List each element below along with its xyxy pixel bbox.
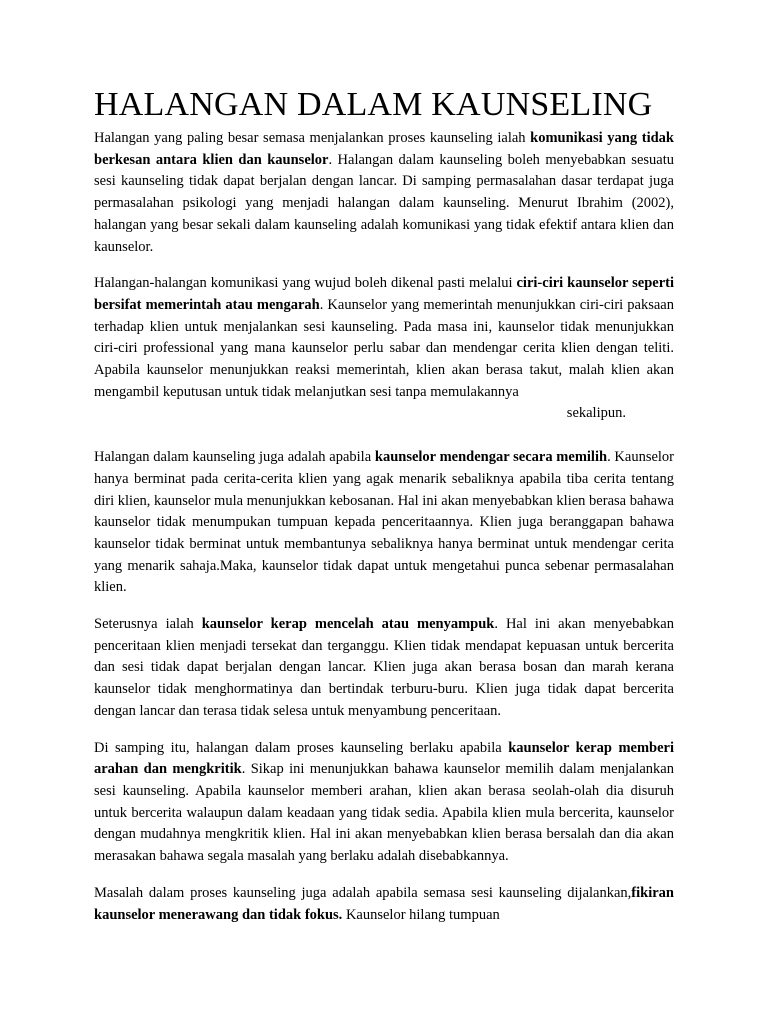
bold-phrase: komunikasi yang tidak berkesan antara klien dan kaunselor [94, 130, 674, 168]
bold-phrase: kaunselor kerap mencelah atau menyampuk [201, 616, 495, 633]
paragraph-text: . Sikap ini menunjukkan bahawa kaunselor memilih dalam menjalankan sesi kaunseling. Apabila kaunselor memberi arahan, klien akan berasa seolah-olah dia disuruh untuk bercerita walaupun dalam keadaan yang tidak sedia. Apabila klien mula bercerita, kaunselor dengan mudahnya mengkritik klien. Hal ini akan menyebabkan klien berasa bersalah dan dia akan merasakan bahawa segala masalah yang berlaku adalah disebabkannya. [94, 761, 674, 865]
paragraph-text: . Halangan dalam kaunseling boleh menyebabkan sesuatu sesi kaunseling tidak dapat berjalan dengan lancar. Di samping permasalahan dasar terdapat juga permasalahan psikologi yang menjadi halangan dalam kaunseling. Menurut Ibrahim (2002), halangan yang besar sekali dalam kaunseling adalah komunikasi yang tidak efektif antara klien dan kaunselor. [94, 151, 674, 255]
paragraph-text: Kaunselor hilang tumpuan [342, 906, 500, 923]
paragraph-text: Seterusnya ialah [94, 616, 202, 633]
document-body [94, 86, 674, 926]
paragraph-2 [94, 273, 674, 425]
paragraph-tail: sekalipun. [566, 405, 626, 422]
page-title: HALANGAN DALAM KAUNSELING [94, 86, 653, 123]
paragraph-text: Di samping itu, halangan dalam proses kaunseling berlaku apabila [94, 739, 509, 756]
paragraph-text: Masalah dalam proses kaunseling juga adalah apabila semasa sesi kaunseling dijalankan, [94, 884, 632, 901]
bold-phrase: ciri-ciri kaunselor seperti bersifat memerintah atau mengarah [94, 275, 675, 313]
bold-phrase: fikiran kaunselor menerawang dan tidak fokus. [94, 884, 674, 923]
paragraph-text: Halangan yang paling besar semasa menjalankan proses kaunseling ialah [94, 130, 531, 146]
bold-phrase: kaunselor kerap memberi arahan dan mengkritik [94, 739, 674, 778]
paragraph-text: . Kaunselor hanya berminat pada cerita-cerita klien yang agak menarik sebaliknya apabila tiba cerita tentang diri klien, kaunselor mula menunjukkan kebosanan. Hal ini akan menyebabkan klien berasa bahawa kaunselor tidak menumpukan tumpuan kepada penceritaannya. Klien juga beranggapan bahawa kaunselor tidak berminat untuk membantunya sebaliknya hanya berminat untuk mendengar cerita yang menarik sahaja.Maka, kaunselor tidak dapat untuk mengetahui punca sebenar permasalahan klien. [94, 449, 675, 596]
paragraph-6 [94, 883, 674, 926]
paragraph-text: . Hal ini akan menyebabkan penceritaan klien menjadi tersekat dan terganggu. Klien tidak mendapat kepuasan untuk bercerita dan sesi tidak dapat berjalan dengan lancar. Klien juga akan berasa bosan dan marah kerana kaunselor tidak menghormatinya dan bertindak terburu-buru. Klien juga tidak dapat bercerita dengan lancar dan terasa tidak selesa untuk menyambung penceritaan. [94, 616, 674, 719]
paragraph-5 [94, 738, 674, 868]
paragraph-4 [94, 614, 674, 723]
paragraph-text: Halangan dalam kaunseling juga adalah apabila [94, 449, 375, 466]
paragraph-text: . Kaunselor yang memerintah menunjukkan ciri-ciri paksaan terhadap klien untuk menjalankan sesi kaunseling. Pada masa ini, kaunselor tidak menunjukkan ciri-ciri professional yang mana kaunselor perlu sabar dan mendengar cerita klien dengan teliti. Apabila kaunselor menunjukkan reaksi memerintah, klien akan berasa takut, malah klien akan mengambil keputusan untuk tidak melanjutkan sesi tanpa memulakannya [94, 296, 674, 400]
paragraph-1 [94, 128, 674, 258]
paragraph-text: Halangan-halangan komunikasi yang wujud boleh dikenal pasti melalui [94, 275, 517, 292]
paragraph-3 [94, 447, 674, 599]
bold-phrase: kaunselor mendengar secara memilih [374, 449, 608, 466]
